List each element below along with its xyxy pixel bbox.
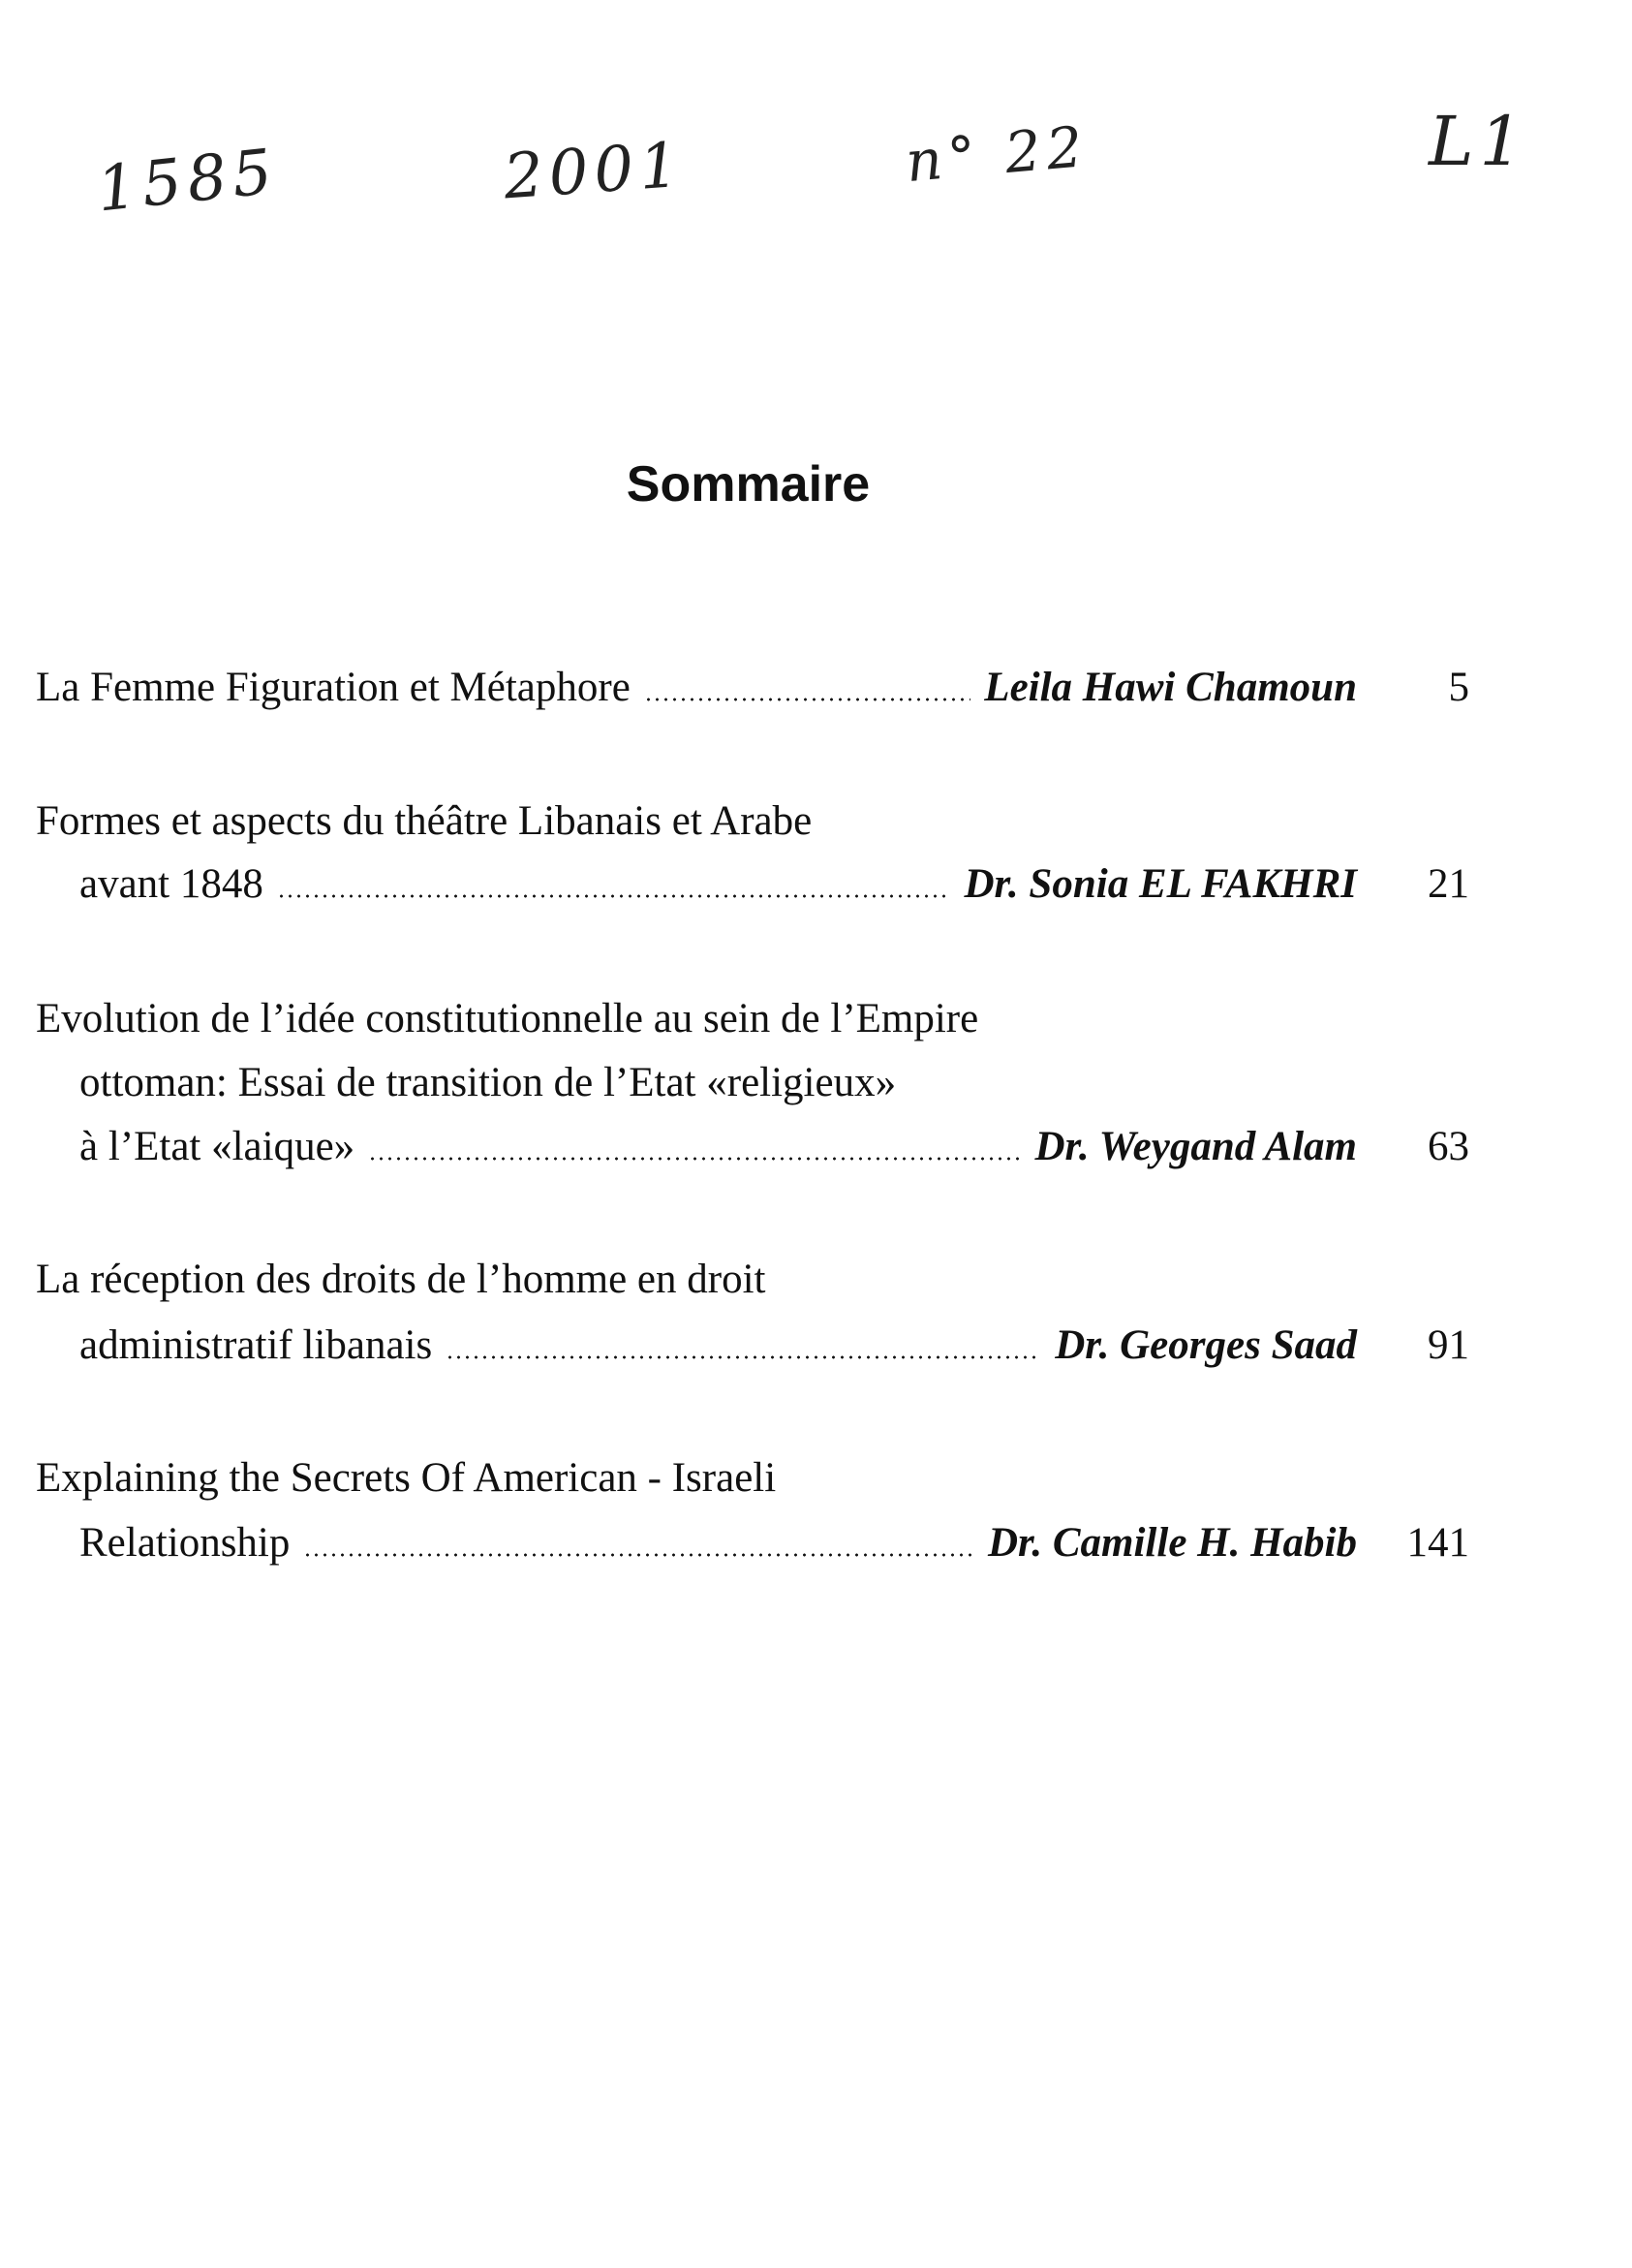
leader-dots [277, 894, 951, 898]
entry-title: Explaining the Secrets Of American - Israeli [36, 1455, 777, 1501]
toc-entry-title-line [36, 792, 1469, 851]
toc-entry-title-line [36, 1251, 1469, 1309]
entry-title: à l’Etat «laique» [79, 1124, 355, 1169]
entry-author: Dr. Georges Saad [1055, 1322, 1357, 1368]
entry-title: Relationship [79, 1520, 291, 1566]
entry-title: avant 1848 [79, 861, 263, 907]
toc-entry[interactable] [79, 1317, 1469, 1375]
page-title: Sommaire [626, 456, 871, 513]
toc-entry-title-line [36, 990, 1469, 1048]
leader-dots [446, 1355, 1041, 1359]
entry-page: 63 [1428, 1124, 1469, 1169]
entry-page: 91 [1428, 1322, 1469, 1368]
toc-entry-title-line [79, 1054, 1469, 1112]
handwritten-year: 2001 [501, 129, 688, 214]
toc-entry[interactable] [79, 1118, 1469, 1176]
entry-author: Dr. Sonia EL FAKHRI [964, 861, 1357, 907]
entry-title: Formes et aspects du théâtre Libanais et Arabe [36, 798, 813, 844]
handwritten-issue: n° 22 [903, 112, 1092, 196]
entry-title: La Femme Figuration et Métaphore [36, 665, 631, 710]
entry-title: Evolution de l’idée constitutionnelle au sein de l’Empire [36, 996, 979, 1041]
entry-page: 21 [1428, 861, 1469, 907]
entry-title: administratif libanais [79, 1322, 433, 1368]
toc-entry[interactable] [36, 659, 1469, 717]
entry-author: Dr. Weygand Alam [1034, 1124, 1357, 1169]
entry-title: ottoman: Essai de transition de l’Etat «religieux» [79, 1060, 897, 1105]
entry-page: 141 [1406, 1520, 1469, 1566]
entry-author: Dr. Camille H. Habib [987, 1520, 1357, 1566]
toc-entry[interactable] [79, 855, 1469, 914]
entry-page: 5 [1448, 665, 1469, 710]
handwritten-mark: L1 [1429, 102, 1529, 181]
leader-dots [303, 1553, 974, 1557]
leader-dots [368, 1157, 1021, 1161]
leader-dots [644, 698, 971, 701]
toc-entry[interactable] [79, 1514, 1469, 1572]
entry-author: Leila Hawi Chamoun [984, 665, 1357, 710]
handwritten-ref: 1585 [93, 136, 282, 227]
toc-entry-title-line [36, 1449, 1469, 1507]
entry-title: La réception des droits de l’homme en droit [36, 1257, 766, 1302]
